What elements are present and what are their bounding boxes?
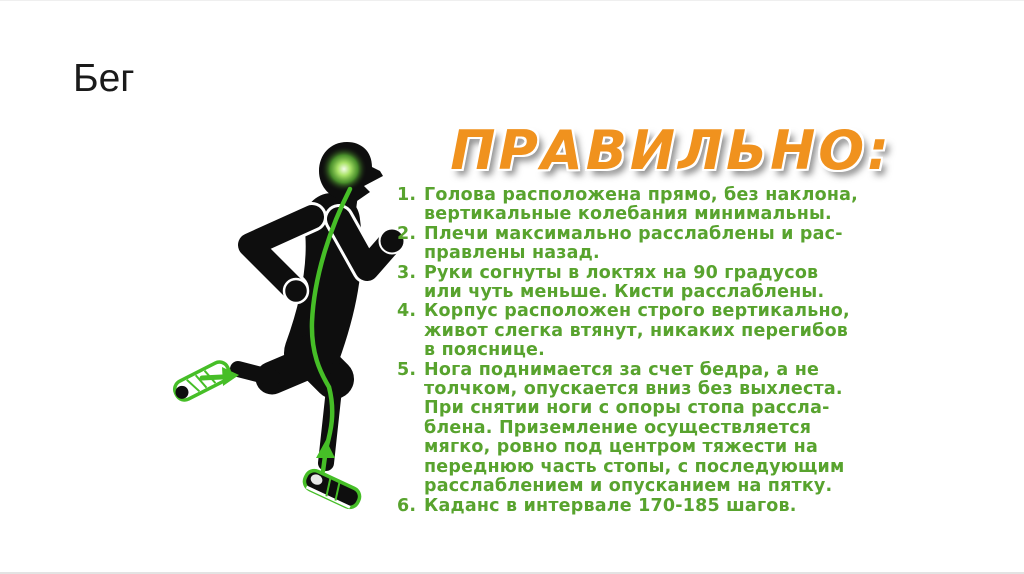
rule-number: 5. <box>397 359 417 380</box>
forward-arrow-shaft <box>202 377 222 378</box>
rule-text: Нога поднимается за счет бедра, а не толчком, опускается вниз без выхлеста. При снятии ноги с опоры стопа рассла- блена. Приземление осуществляется мягко, ровно под центром тяжести на переднюю часть стопы, с последующим расслаблением и опусканием на пятку. <box>424 359 845 497</box>
rule-text: Каданс в интервале 170-185 шагов. <box>424 495 797 516</box>
rule-number: 3. <box>397 262 417 283</box>
rule-text: Плечи максимально расслаблены и рас- правлены назад. <box>424 223 843 264</box>
graphic-heading: ПРАВИЛЬНО: <box>450 119 892 182</box>
rule-text: Руки согнуты в локтях на 90 градусов или чуть меньше. Кисти расслаблены. <box>424 262 825 303</box>
rule-item <box>397 264 921 303</box>
running-form-graphic <box>0 1 1024 574</box>
rule-item <box>397 361 921 497</box>
rule-number: 6. <box>397 495 417 516</box>
front-shoe <box>301 468 362 511</box>
rule-item <box>397 186 921 225</box>
runner-silhouette <box>171 142 404 510</box>
rule-number: 1. <box>397 185 417 205</box>
slide-title: Бег <box>73 57 135 100</box>
head-glow <box>321 146 367 192</box>
rules-panel <box>397 121 921 516</box>
rule-text: Голова расположена прямо, без наклона, вертикальные колебания минимальны. <box>424 185 858 225</box>
rule-item <box>397 302 921 360</box>
rule-text: Корпус расположен строго вертикально, живот слегка втянут, никаких перегибов в пояснице. <box>424 301 850 361</box>
rule-number: 4. <box>397 301 417 322</box>
rules-list <box>397 186 921 516</box>
rule-number: 2. <box>397 223 417 244</box>
runner-illustration <box>160 129 430 529</box>
rule-item <box>397 497 921 516</box>
rule-item <box>397 225 921 264</box>
